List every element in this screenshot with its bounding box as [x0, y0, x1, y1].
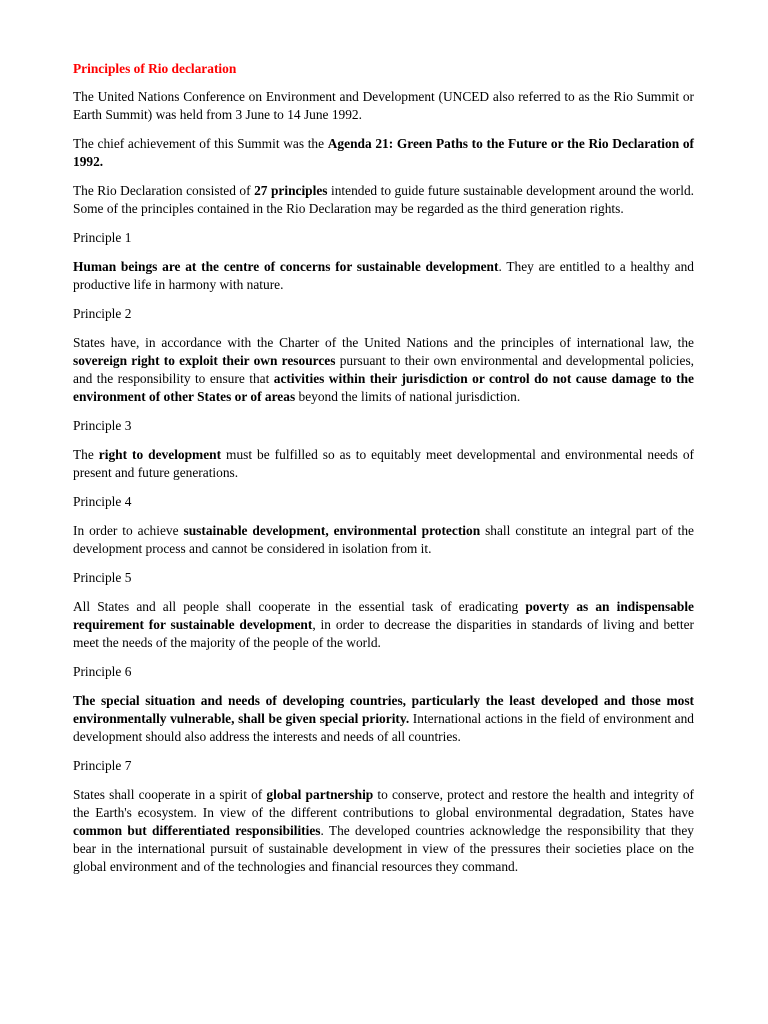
text-run: All States and all people shall cooperate in the essential task of eradicating: [73, 599, 526, 614]
text-run: The: [73, 447, 99, 462]
principle-heading: Principle 4: [73, 494, 132, 509]
principles-section: [73, 229, 694, 876]
text-run: The Rio Declaration consisted of: [73, 183, 255, 198]
principle-text: [73, 446, 694, 482]
text-run: shall constitute an integral part of the development process and cannot be considered in isolation from it.: [73, 523, 694, 556]
text-run: States have, in accordance with the Charter of the United Nations and the principles of international law, the: [73, 335, 694, 350]
bold-text-run: Human beings are at the centre of concerns for sustainable development: [73, 259, 499, 274]
principle-heading: Principle 3: [73, 418, 132, 433]
principle-text: [73, 598, 694, 652]
principle-heading: Principle 2: [73, 306, 132, 321]
text-run: intended to guide future sustainable development around the world. Some of the principles contained in the Rio Declaration may be regarded as the third generation rights.: [73, 183, 694, 216]
intro-paragraph: [73, 88, 694, 124]
text-run: The United Nations Conference on Environment and Development (UNCED also referred to as the Rio Summit or Earth Summit) was held from 3 June to 14 June 1992.: [73, 89, 694, 122]
principle-text: [73, 334, 694, 406]
bold-text-run: Agenda 21: Green Paths to the Future or the Rio Declaration of 1992.: [73, 136, 695, 169]
bold-text-run: sovereign right to exploit their own resources: [73, 353, 336, 368]
text-run: pursuant to their own environmental and developmental policies, and the responsibility to ensure that: [73, 353, 694, 386]
text-run: to conserve, protect and restore the health and integrity of the Earth's ecosystem. In view of the different contributions to global environmental degradation, States have: [73, 787, 695, 820]
bold-text-run: 27 principles: [254, 183, 328, 198]
bold-text-run: The special situation and needs of developing countries, particularly the least developed and those most environmentally vulnerable, shall be given special priority.: [73, 693, 694, 726]
document-title: Principles of Rio declaration: [73, 61, 237, 76]
principle-text: [73, 692, 694, 746]
bold-text-run: common but differentiated responsibilities: [73, 823, 321, 838]
text-run: . They are entitled to a healthy and productive life in harmony with nature.: [73, 259, 694, 292]
intro-section: [73, 88, 694, 218]
text-run: . The developed countries acknowledge the responsibility that they bear in the international pursuit of sustainable development in view of the pressures their societies place on the global environment and of the technologies and financial resources they command.: [73, 823, 694, 874]
text-run: International actions in the field of environment and development should also address the interests and needs of all countries.: [73, 711, 694, 744]
text-run: beyond the limits of national jurisdiction.: [295, 389, 521, 404]
intro-paragraph: [73, 182, 694, 218]
principle-heading: Principle 1: [73, 230, 132, 245]
intro-paragraph: [73, 135, 694, 171]
text-run: must be fulfilled so as to equitably meet developmental and environmental needs of present and future generations.: [73, 447, 694, 480]
text-run: , in order to decrease the disparities in standards of living and better meet the needs of the majority of the people of the world.: [73, 617, 695, 650]
bold-text-run: poverty as an indispensable requirement for sustainable development: [73, 599, 694, 632]
bold-text-run: activities within their jurisdiction or control do not cause damage to the environment of other States or of areas: [73, 371, 694, 404]
principle-text: [73, 786, 694, 876]
text-run: The chief achievement of this Summit was the: [73, 136, 328, 151]
principle-heading: Principle 6: [73, 664, 132, 679]
principle-text: [73, 258, 694, 294]
bold-text-run: global partnership: [266, 787, 374, 802]
text-run: In order to achieve: [73, 523, 184, 538]
bold-text-run: sustainable development, environmental protection: [183, 523, 481, 538]
principle-heading: Principle 5: [73, 570, 132, 585]
principle-text: [73, 522, 694, 558]
text-run: States shall cooperate in a spirit of: [73, 787, 267, 802]
principle-heading: Principle 7: [73, 758, 132, 773]
bold-text-run: right to development: [98, 447, 222, 462]
